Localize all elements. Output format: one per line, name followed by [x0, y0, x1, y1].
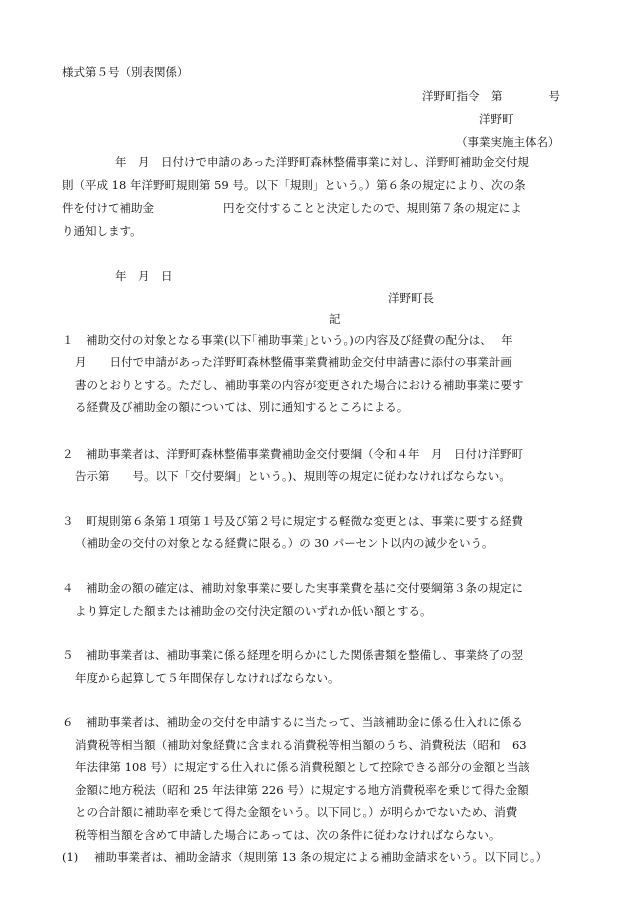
item-line: との合計額に補助率を乗じて得た金額をいう。以下同じ。）が明らかでないため、消費 — [75, 805, 518, 819]
issuer-name: 洋野町 — [479, 112, 514, 126]
intro-line: 年 月 日付けで申請のあった洋野町森林整備事業に対し、洋野町補助金交付規 — [115, 155, 529, 169]
item-line: 年度から起算して５年間保存しなければならない。 — [75, 671, 340, 685]
form-label: 様式第５号（別表関係） — [62, 65, 189, 79]
item-line: 税等相当額を含めて申請した場合にあっては、次の条件に従わなければならない。 — [75, 828, 501, 842]
sub-item-number: (1) — [62, 850, 79, 864]
item-line: 年法律第 108 号）に規定する仕入れに係る消費税額として控除できる部分の金額と当該 — [75, 760, 530, 774]
item-line: 月 日付で申請があった洋野町森林整備事業費補助金交付申請書に添付の事業計画 — [75, 355, 512, 369]
date-line: 年 月 日 — [115, 269, 173, 283]
item-number: ２ — [62, 447, 74, 461]
item-number: １ — [62, 333, 74, 347]
item-line: （補助金の交付の対象となる経費に限る。）の 30 パーセント以内の減少をいう。 — [75, 536, 494, 550]
item-line: 補助交付の対象となる事業(以下｢補助事業｣という。)の内容及び経費の配分は、 年 — [86, 333, 513, 347]
item-line: 補助事業者は、洋野町森林整備事業費補助金交付要綱（令和４年 月 日付け洋野町 — [86, 447, 523, 461]
signature: 洋野町長 — [388, 291, 434, 305]
intro-line: 則（平成 18 年洋野町規則第 59 号。以下「規則」という。）第６条の規定により、次の条 — [62, 178, 526, 192]
item-line: 補助金の額の確定は、補助対象事業に要した実事業費を基に交付要綱第３条の規定に — [86, 581, 523, 595]
reference-number: 洋野町指令 第 号 — [422, 89, 560, 103]
sub-item-text: 補助事業者は、補助金請求（規則第 13 条の規定による補助金請求をいう。以下同じ。） — [94, 850, 548, 864]
item-line: る経費及び補助金の額については、別に通知するところによる。 — [75, 400, 409, 414]
section-heading: 記 — [329, 312, 341, 326]
item-line: 書のとおりとする。ただし、補助事業の内容が変更された場合における補助事業に要す — [75, 378, 524, 392]
item-line: 金額に地方税法（昭和 25 年法律第 226 号）に規定する地方消費税率を乗じて得た金額 — [75, 783, 529, 797]
item-number: ３ — [62, 514, 74, 528]
item-line: 補助事業者は、補助金の交付を申請するに当たって、当該補助金に係る仕入れに係る — [86, 715, 523, 729]
recipient-name: （事業実施主体名） — [456, 135, 560, 149]
item-line: 消費税等相当額（補助対象経費に含まれる消費税等相当額のうち、消費税法（昭和 63 — [75, 738, 527, 752]
item-line: 告示第 号。以下「交付要綱」という。)、規則等の規定に従わなければならない。 — [75, 469, 511, 483]
item-number: ６ — [62, 715, 74, 729]
item-number: ４ — [62, 581, 74, 595]
intro-line: 件を付けて補助金 円を交付することと決定したので、規則第７条の規定によ — [62, 201, 522, 215]
intro-line: り通知します。 — [62, 224, 142, 238]
item-line: 補助事業者は、補助事業に係る経理を明らかにした関係書類を整備し、事業終了の翌 — [86, 648, 523, 662]
item-number: ５ — [62, 648, 74, 662]
item-line: 町規則第６条第１項第１号及び第２号に規定する軽微な変更とは、事業に要する経費 — [86, 514, 523, 528]
item-line: より算定した額または補助金の交付決定額のいずれか低い額とする。 — [75, 604, 432, 618]
